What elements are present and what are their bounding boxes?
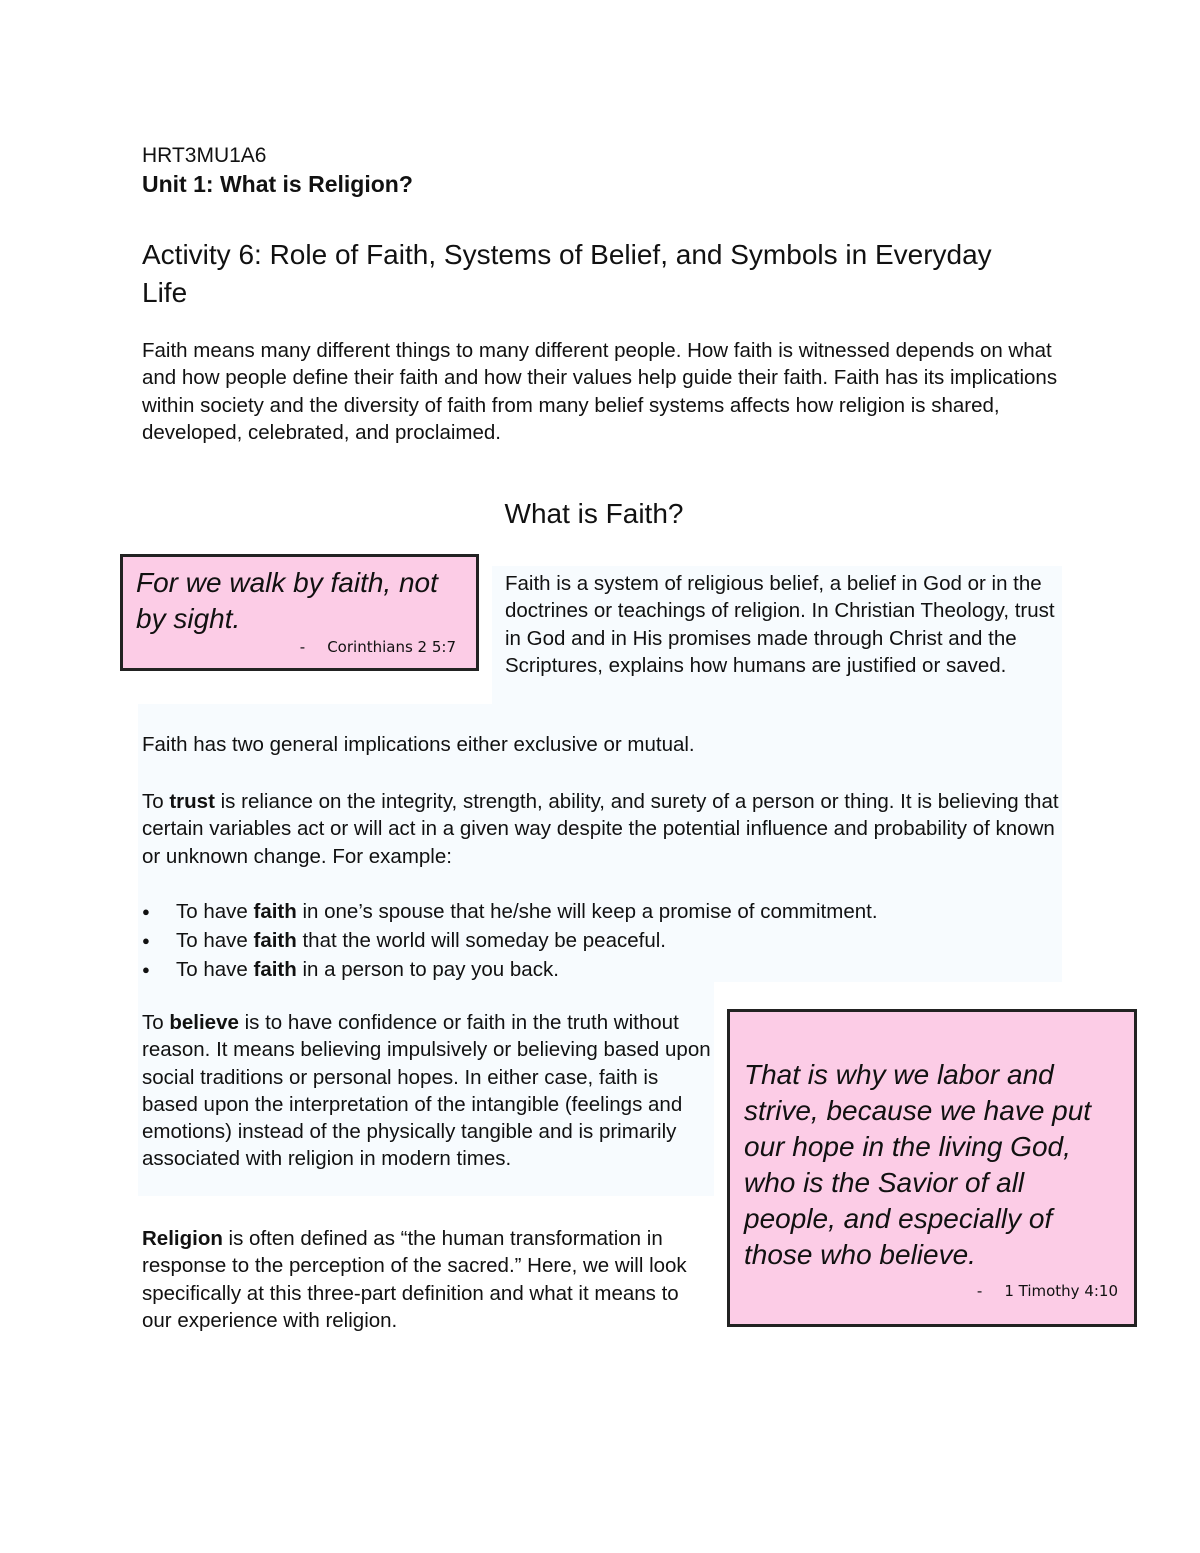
quote-dash: - xyxy=(299,638,306,656)
trust-text: is reliance on the integrity, strength, ability, and surety of a person or thing. It is believing that certain variables act or will act in a given way despite the potential influence and probability of known or unknown change. For example: xyxy=(142,790,1059,868)
example-term: faith xyxy=(253,900,297,923)
example-text: in a person to pay you back. xyxy=(296,958,559,981)
quote-reference-text: Corinthians 2 5:7 xyxy=(327,638,456,656)
believe-text: is to have confidence or faith in the truth without reason. It means believing impulsively or believing based upon social traditions or personal hopes. In either case, faith is based upon the interpretation of the intangible (feelings and emotions) instead of the physically tangible and is primarily associated with religion in modern times. xyxy=(142,1011,711,1171)
example-prefix: To have xyxy=(176,958,254,981)
quote-dash: - xyxy=(976,1282,983,1300)
quote-box-corinthians xyxy=(120,554,479,671)
implications-paragraph: Faith has two general implications either exclusive or mutual. xyxy=(142,733,695,756)
course-code: HRT3MU1A6 xyxy=(142,144,267,167)
religion-paragraph xyxy=(142,1225,702,1334)
quote-reference-text: 1 Timothy 4:10 xyxy=(1004,1282,1118,1300)
example-prefix: To have xyxy=(176,900,254,923)
trust-prefix: To xyxy=(142,790,170,813)
quote-text: For we walk by faith, not by sight. xyxy=(136,567,438,634)
list-item xyxy=(142,955,1042,984)
quote-reference xyxy=(136,638,464,656)
faith-definition: Faith is a system of religious belief, a belief in God or in the doctrines or teachings of religion. In Christian Theology, trust in God and in His promises made through Christ and the Scriptures, explains how humans are justified or saved. xyxy=(505,572,1055,677)
believe-prefix: To xyxy=(142,1011,170,1034)
quote-box-timothy xyxy=(727,1009,1137,1327)
example-term: faith xyxy=(253,958,297,981)
example-prefix: To have xyxy=(176,929,254,952)
example-text: in one’s spouse that he/she will keep a promise of commitment. xyxy=(296,900,878,923)
examples-list xyxy=(142,897,1042,984)
religion-term: Religion xyxy=(142,1227,223,1250)
example-term: faith xyxy=(253,929,297,952)
quote-reference xyxy=(744,1282,1122,1300)
quote-text: That is why we labor and strive, because we have put our hope in the living God, who is the Savior of all people, and especially of those who believe. xyxy=(744,1059,1092,1270)
list-item xyxy=(142,926,1042,955)
intro-paragraph: Faith means many different things to many different people. How faith is witnessed depends on what and how people define their faith and how their values help guide their faith. Faith has its implications within society and the diversity of faith from many belief systems affects how religion is shared, developed, celebrated, and proclaimed. xyxy=(142,339,1058,444)
trust-paragraph xyxy=(142,788,1062,870)
believe-paragraph xyxy=(142,1009,712,1173)
religion-text: is often defined as “the human transformation in response to the perception of the sacred.” Here, we will look specifically at this three-part definition and what it means to our experience with religion. xyxy=(142,1227,687,1332)
unit-title: Unit 1: What is Religion? xyxy=(142,171,413,197)
trust-term: trust xyxy=(169,790,215,813)
example-text: that the world will someday be peaceful. xyxy=(296,929,666,952)
list-item xyxy=(142,897,1042,926)
believe-term: believe xyxy=(169,1011,239,1034)
activity-title: Activity 6: Role of Faith, Systems of Belief, and Symbols in Everyday Life xyxy=(142,239,992,308)
section-heading: What is Faith? xyxy=(504,498,684,529)
